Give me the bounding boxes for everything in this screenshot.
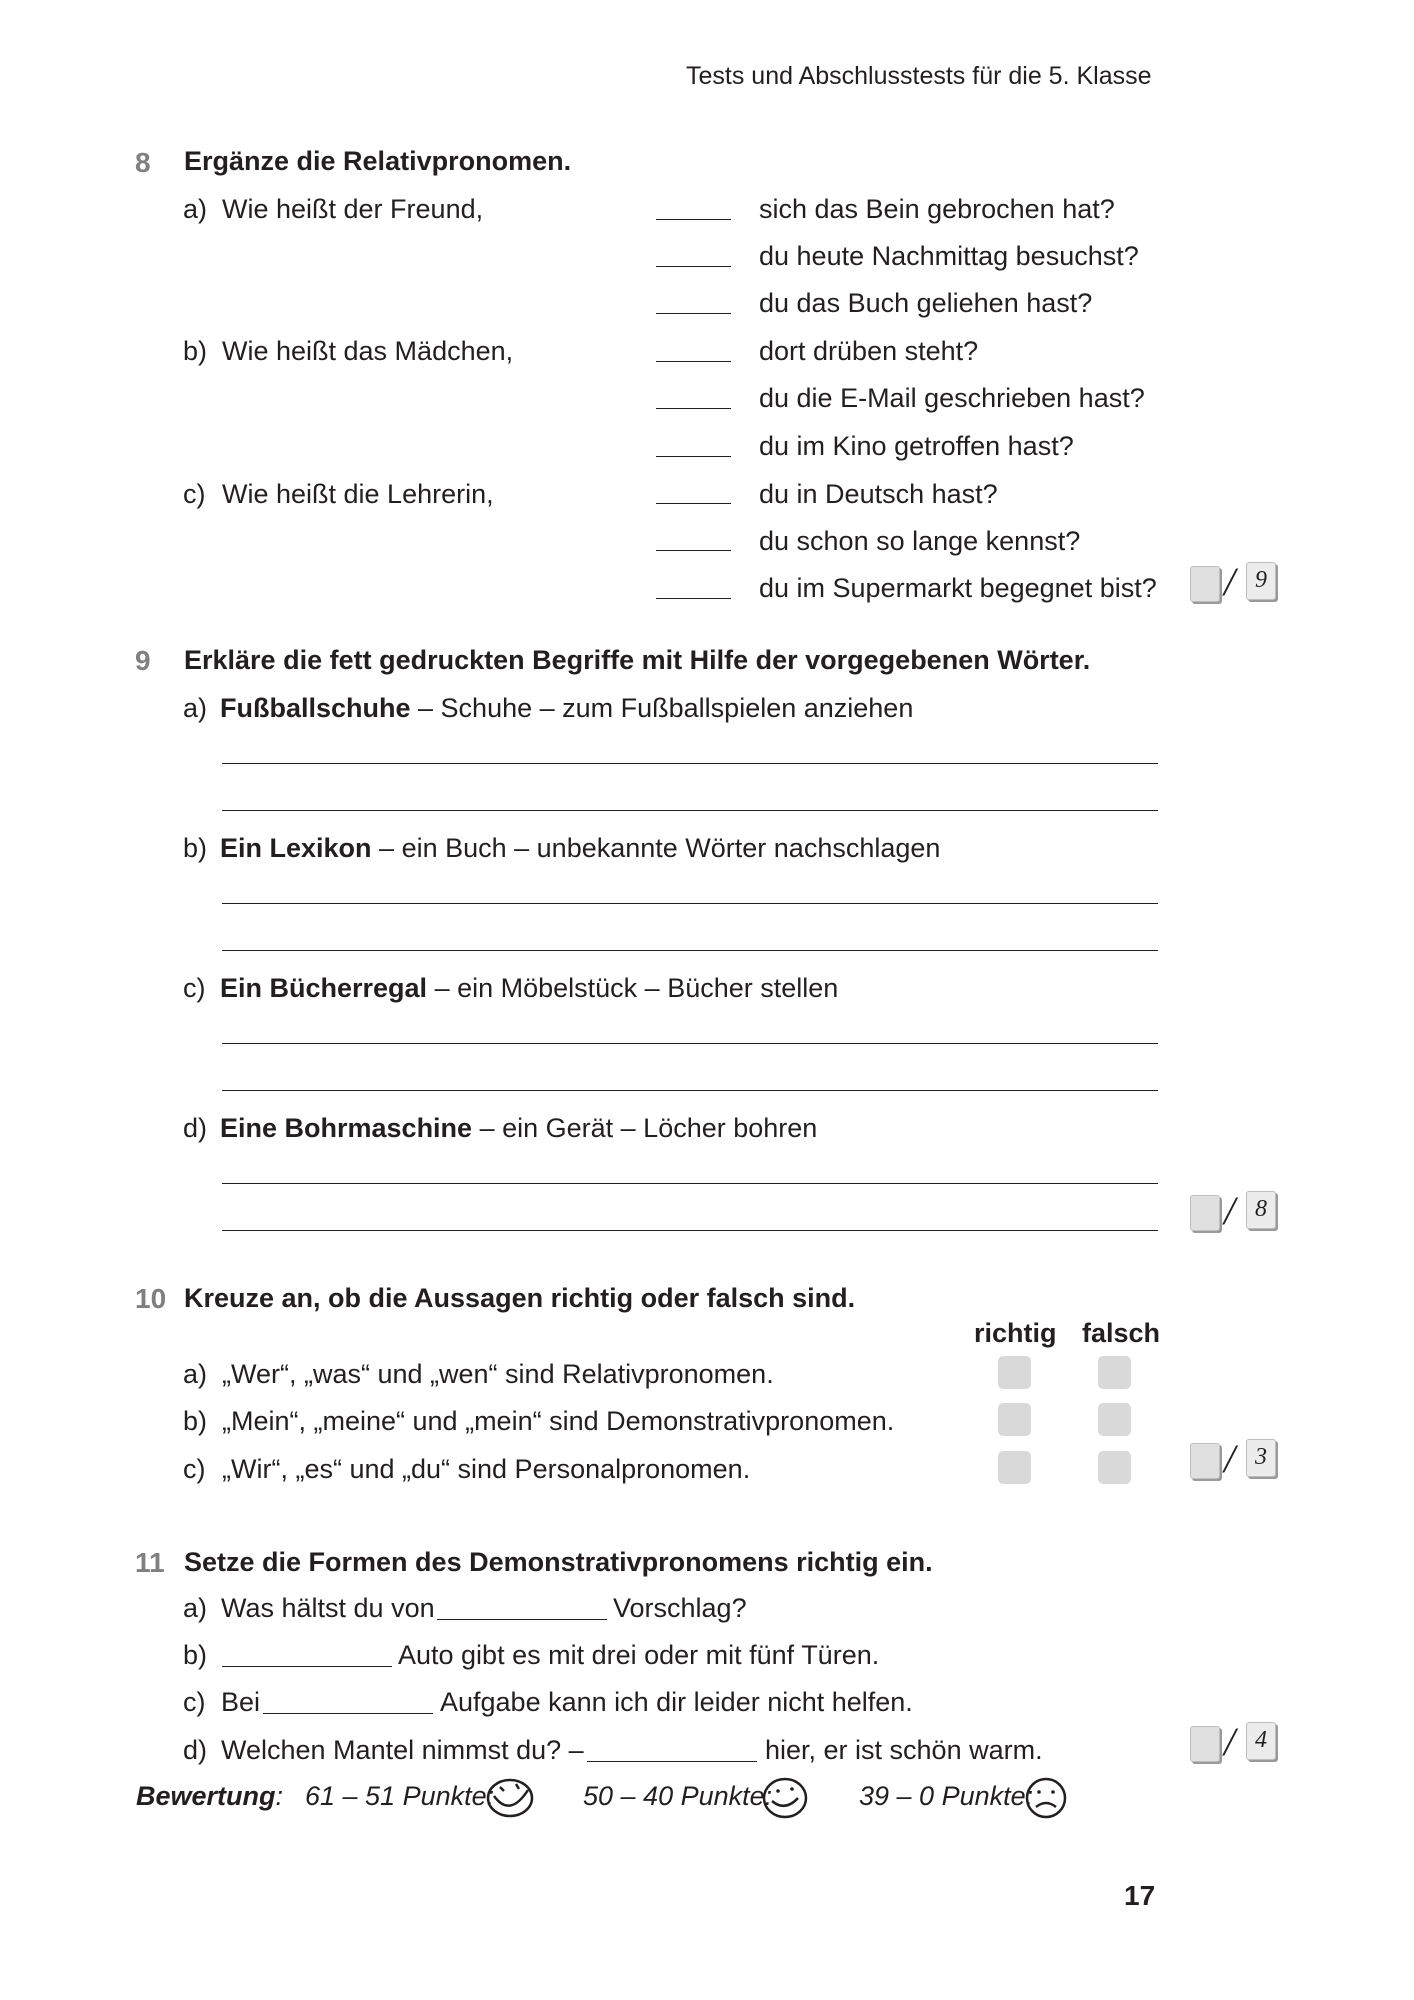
ex9-hint-b: – ein Buch – unbekannte Wörter nachschlagen [371,833,941,863]
exercise-11-number: 11 [135,1547,165,1578]
ex8-item-c3: du im Supermarkt begegnet bist? [759,573,1157,603]
ex11-blank-b[interactable] [222,1666,392,1667]
ex10-label-b: b) [183,1406,208,1436]
page-number: 17 [1124,1880,1156,1911]
score-max: 8 [1246,1191,1276,1229]
ex10-statement-c: „Wir“, „es“ und „du“ sind Personalpronomen. [222,1454,751,1484]
checkbox-c-falsch[interactable] [1098,1451,1131,1484]
rating-range-3: 39 – 0 Punkte: [859,1781,1034,1811]
ex11-after-a: Vorschlag? [613,1593,747,1623]
ex10-label-c: c) [183,1454,206,1484]
ex11-before-d: Welchen Mantel nimmst du? – [221,1735,584,1765]
ex9-item-a [220,695,913,722]
rating-row [136,1783,283,1810]
ex9-hint-a: – Schuhe – zum Fußballspielen anziehen [410,693,914,723]
ex8-blank-8[interactable] [656,550,731,551]
ex9-score-box [1190,1189,1286,1233]
ex9-item-b [220,835,940,862]
score-max: 9 [1246,562,1276,600]
ex11-after-c: Aufgabe kann ich dir leider nicht helfen. [440,1687,913,1717]
ex8-blank-2[interactable] [656,266,731,267]
ex9-item-c [220,975,838,1002]
exercise-9-title: Erkläre die fett gedruckten Begriffe mit Hilfe der vorgegebenen Wörter. [184,645,1091,675]
ex9-term-a: Fußballschuhe [220,693,411,723]
ex11-blank-a[interactable] [437,1619,607,1620]
ex9-term-d: Eine Bohrmaschine [220,1113,473,1143]
ex11-after-b: Auto gibt es mit drei oder mit fünf Türen. [398,1640,880,1670]
ex11-score-box [1190,1720,1286,1764]
column-header-richtig: richtig [974,1318,1057,1348]
exercise-9-number: 9 [135,645,151,676]
ex8-blank-7[interactable] [656,503,731,504]
exercise-8-number: 8 [135,147,151,178]
ex11-label-d: d) [183,1735,208,1765]
ex8-label-c: c) [183,479,206,509]
ex8-stem-a: Wie heißt der Freund, [222,194,484,224]
score-max: 4 [1246,1722,1276,1760]
ex8-item-c2: du schon so lange kennst? [759,526,1081,556]
exercise-11-title: Setze die Formen des Demonstrativpronomens richtig ein. [184,1547,933,1577]
ex9-write-line-d1[interactable] [222,1183,1158,1184]
happy-face-icon [760,1774,810,1820]
score-slash: / [1224,559,1236,604]
ex10-label-a: a) [183,1359,208,1389]
ex9-label-c: c) [183,973,206,1003]
ex8-item-a2: du heute Nachmittag besuchst? [759,241,1139,271]
exercise-10-number: 10 [135,1283,167,1314]
ex9-label-a: a) [183,693,208,723]
ex9-hint-c: – ein Möbelstück – Bücher stellen [427,973,839,1003]
ex11-before-a: Was hältst du von [221,1593,435,1623]
column-header-falsch: falsch [1082,1318,1161,1348]
ex10-statement-b: „Mein“, „meine“ und „mein“ sind Demonstrativpronomen. [222,1406,895,1436]
ex9-term-c: Ein Bücherregal [220,973,428,1003]
ex11-after-d: hier, er ist schön warm. [765,1735,1043,1765]
score-points-field[interactable] [1190,566,1220,602]
ex9-write-line-d2[interactable] [222,1230,1158,1231]
ex11-before-c: Bei [221,1687,261,1717]
exercise-10-title: Kreuze an, ob die Aussagen richtig oder falsch sind. [184,1283,856,1313]
ex11-label-a: a) [183,1593,208,1623]
rating-range-1: 61 – 51 Punkte: [305,1781,495,1811]
ex8-blank-4[interactable] [656,361,731,362]
ex8-blank-9[interactable] [656,598,731,599]
checkbox-a-richtig[interactable] [998,1356,1031,1389]
score-slash: / [1224,1436,1236,1481]
ex8-item-b3: du im Kino getroffen hast? [759,431,1074,461]
checkbox-b-falsch[interactable] [1098,1403,1131,1436]
ex8-item-a3: du das Buch geliehen hast? [759,288,1093,318]
ex8-blank-3[interactable] [656,313,731,314]
ex11-blank-c[interactable] [263,1713,433,1714]
score-slash: / [1224,1188,1236,1233]
ex8-item-b1: dort drüben steht? [759,336,979,366]
page-header: Tests und Abschlusstests für die 5. Klasse [686,62,1152,90]
ex8-item-b2: du die E-Mail geschrieben hast? [759,383,1145,413]
score-points-field[interactable] [1190,1443,1220,1479]
rating-colon: : [275,1781,284,1811]
ex10-statement-a: „Wer“, „was“ und „wen“ sind Relativpronomen. [222,1359,774,1389]
ex8-item-a1: sich das Bein gebrochen hat? [759,194,1115,224]
ex8-label-b: b) [183,336,208,366]
ex9-write-line-a1[interactable] [222,763,1158,764]
ex10-score-box [1190,1437,1286,1481]
ex9-write-line-a2[interactable] [222,810,1158,811]
checkbox-a-falsch[interactable] [1098,1356,1131,1389]
ex11-label-b: b) [183,1640,208,1670]
ex9-hint-d: – ein Gerät – Löcher bohren [472,1113,818,1143]
ex11-blank-d[interactable] [587,1761,757,1762]
ex8-item-c1: du in Deutsch hast? [759,479,998,509]
ex8-score-box [1190,560,1286,604]
ex9-write-line-b2[interactable] [222,950,1158,951]
ex9-label-b: b) [183,833,208,863]
score-points-field[interactable] [1190,1195,1220,1231]
ex9-write-line-c2[interactable] [222,1090,1158,1091]
sad-face-icon [1024,1776,1068,1820]
ex9-write-line-c1[interactable] [222,1043,1158,1044]
ex9-label-d: d) [183,1113,208,1143]
ex8-blank-6[interactable] [656,456,731,457]
score-slash: / [1224,1719,1236,1764]
ex8-blank-1[interactable] [656,219,731,220]
ex8-stem-b: Wie heißt das Mädchen, [222,336,514,366]
very-happy-face-icon [482,1774,538,1820]
exercise-8-title: Ergänze die Relativpronomen. [184,146,572,176]
ex8-stem-c: Wie heißt die Lehrerin, [222,479,494,509]
checkbox-b-richtig[interactable] [998,1403,1031,1436]
checkbox-c-richtig[interactable] [998,1451,1031,1484]
ex9-term-b: Ein Lexikon [220,833,372,863]
score-max: 3 [1246,1439,1276,1477]
score-points-field[interactable] [1190,1726,1220,1762]
ex9-item-d [220,1115,817,1142]
ex8-label-a: a) [183,194,208,224]
ex11-label-c: c) [183,1687,206,1717]
ex8-blank-5[interactable] [656,408,731,409]
rating-label: Bewertung [136,1781,276,1811]
ex9-write-line-b1[interactable] [222,903,1158,904]
rating-range-2: 50 – 40 Punkte: [583,1781,773,1811]
